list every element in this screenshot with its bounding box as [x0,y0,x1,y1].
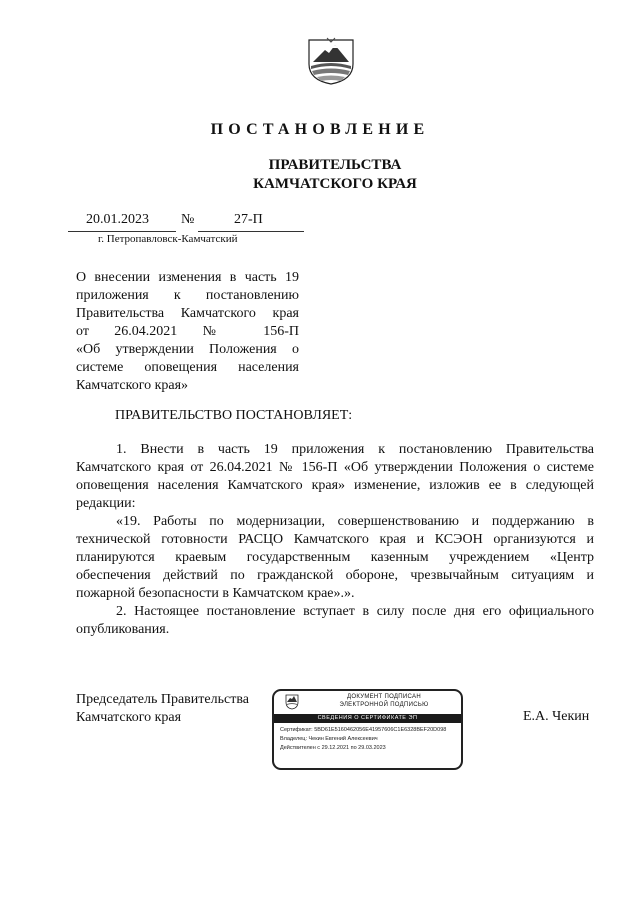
body-line: редакции: [76,496,136,511]
subject-line: Камчатского края» [76,378,189,393]
paragraph-amendment [76,513,594,603]
signer-position-line-2: Камчатского края [76,710,182,725]
document-kind-title: ПОСТАНОВЛЕНИЕ [210,121,430,138]
body-line: опубликования. [76,622,170,637]
signer-position [76,691,249,727]
stamp-certificate-bar: СВЕДЕНИЯ О СЕРТИФИКАТЕ ЭП [274,714,461,723]
body-line: планируются краевым государственным казенным учреждением «Центр [76,550,594,565]
electronic-signature-stamp [272,689,463,770]
body-line: технической готовности РАСЦО Камчатского края и КСЭОН организуются и [76,532,594,547]
paragraph-1 [76,441,594,513]
subject-line: приложения к постановлению [76,288,299,303]
document-date: 20.01.2023 [86,212,149,227]
stamp-heading-line-2: ЭЛЕКТРОННОЙ ПОДПИСЬЮ [339,702,429,708]
kamchatka-emblem-icon [284,694,300,710]
subject-line: Правительства Камчатского края [76,306,299,321]
kamchatka-coat-of-arms-icon [303,36,359,86]
issuer-line-2: КАМЧАТСКОГО КРАЯ [253,176,417,192]
city-label: г. Петропавловск-Камчатский [98,233,238,245]
stamp-details [280,726,458,753]
document-number: 27-П [234,212,263,227]
subject-line: системе оповещения населения [76,360,299,375]
subject-line: О внесении изменения в часть 19 [76,270,299,285]
subject-line: от 26.04.2021 № 156-П [76,324,299,339]
subject-line: «Об утверждении Положения о [76,342,299,357]
body-line: оповещения населения Камчатского края» изменение, изложив ее в следующей [76,478,594,493]
signer-name: Е.А. Чекин [523,709,590,724]
body-line: 1. Внести в часть 19 приложения к постановлению Правительства [116,442,594,457]
body-line: 2. Настоящее постановление вступает в силу после дня его официального [116,604,594,619]
signer-position-line-1: Председатель Правительства [76,692,249,707]
document-subject [76,269,299,395]
number-underline [198,231,304,232]
decree-heading: ПРАВИТЕЛЬСТВО ПОСТАНОВЛЯЕТ: [115,408,353,423]
issuer-title [0,156,640,194]
body-line: обеспечения действий по гражданской обороне, чрезвычайным ситуациям и [76,568,594,583]
stamp-owner: Владелец: Чекин Евгений Алексеевич [280,736,378,742]
date-underline [68,231,176,232]
body-line: Камчатского края от 26.04.2021 № 156-П «Об утверждении Положения о системе [76,460,594,475]
stamp-header [274,691,461,713]
stamp-validity: Действителен с 29.12.2021 по 29.03.2023 [280,745,386,751]
number-sign: № [181,212,195,227]
stamp-certificate: Сертификат: 5BD61E5160462056E41957606C1E6328BEF20D098 [280,727,447,733]
body-line: пожарной безопасности в Камчатском крае».». [76,586,355,601]
issuer-line-1: ПРАВИТЕЛЬСТВА [268,157,402,173]
body-line: «19. Работы по модернизации, совершенствованию и поддержанию в [116,514,594,529]
paragraph-2 [76,603,594,639]
stamp-heading-line-1: ДОКУМЕНТ ПОДПИСАН [347,694,421,700]
